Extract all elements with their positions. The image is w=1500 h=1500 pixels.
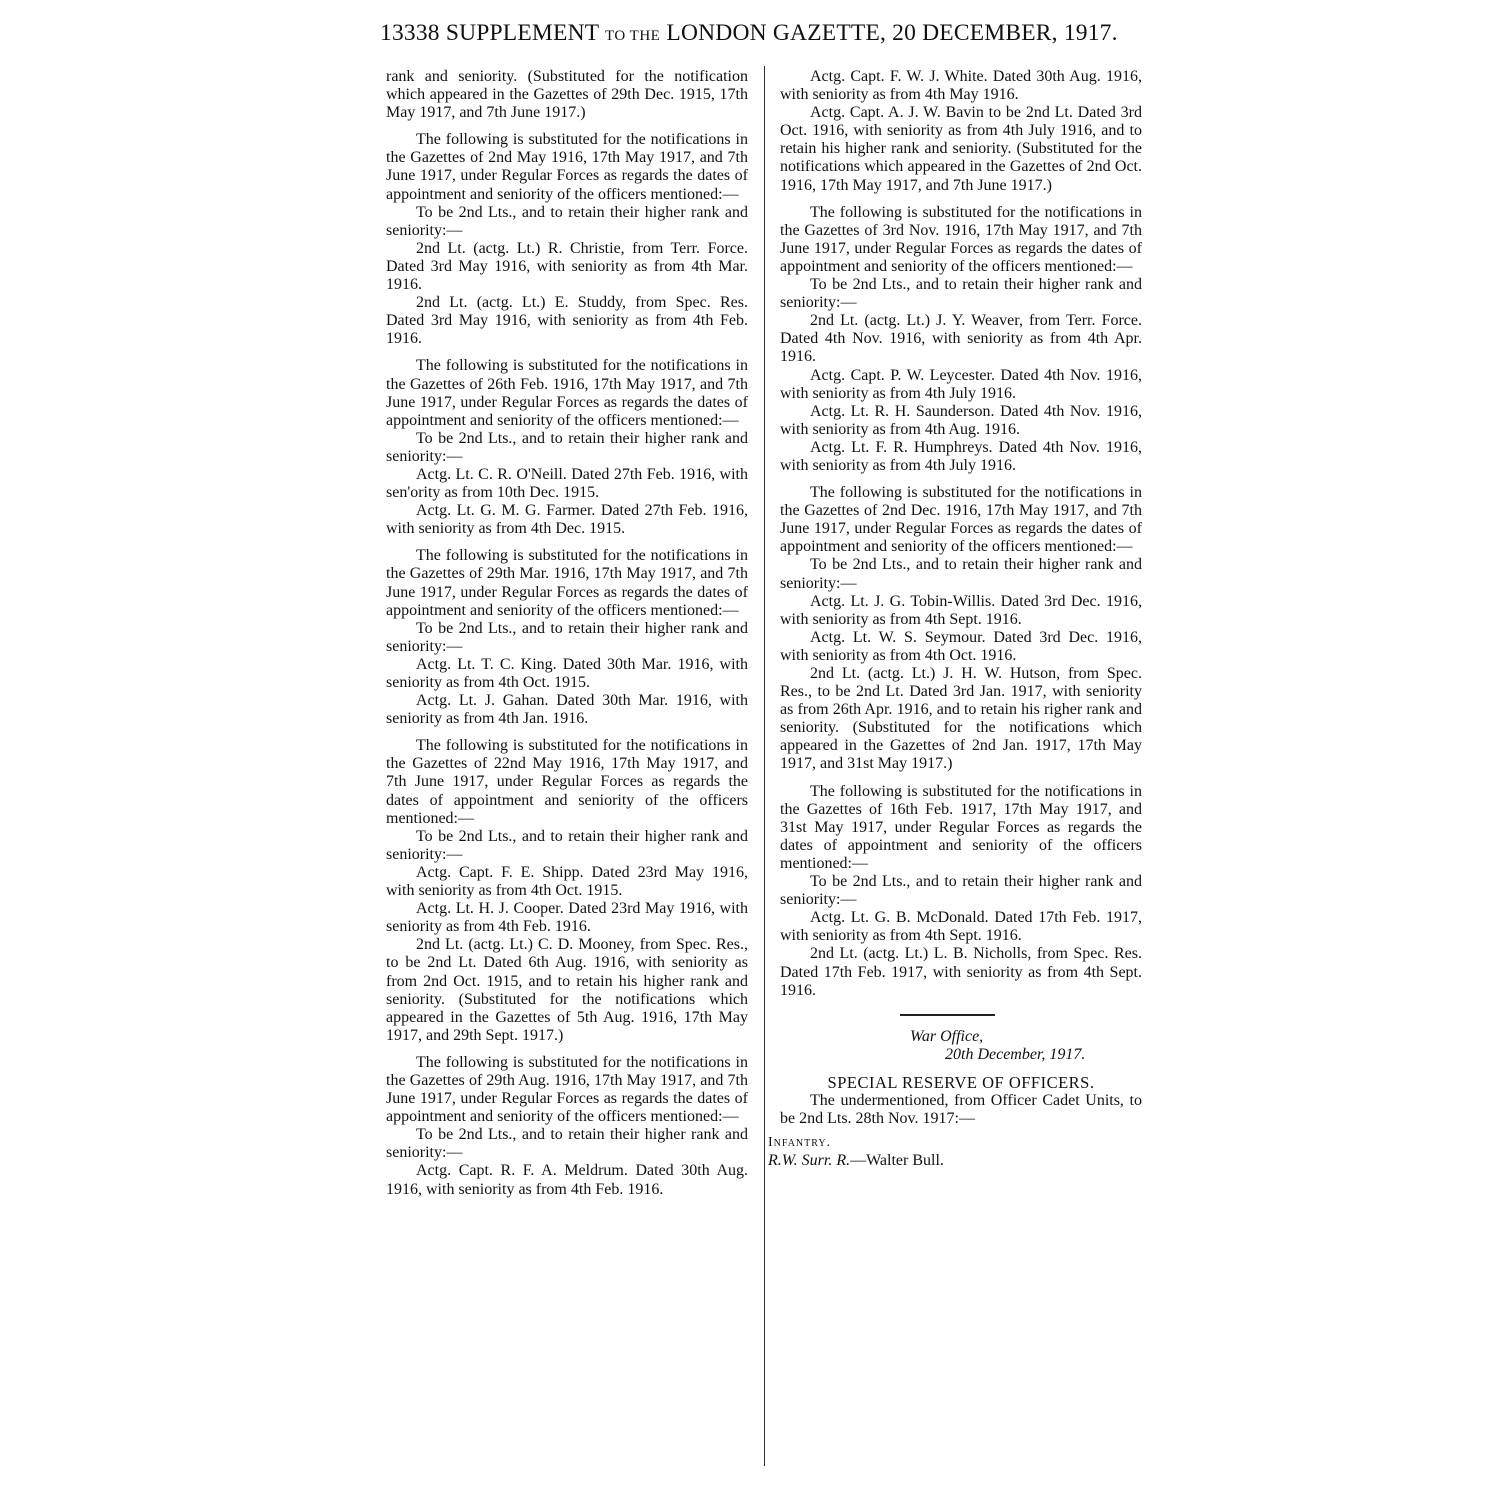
signoff-office: War Office, — [910, 1027, 984, 1045]
paragraph: The following is substituted for the notifications in the Gazettes of 26th Feb. 1916, 17th May 1917, and 7th June 1917, under Regular Forces as regards the dates of appointment and seniority of the officers mentioned:— — [386, 357, 748, 429]
paragraph: The following is substituted for the notifications in the Gazettes of 2nd May 1916, 17th May 1917, and 7th June 1917, under Regular Forces as regards the dates of appointment and seniority of the officers mentioned:— — [386, 131, 748, 203]
paragraph: Actg. Lt. J. G. Tobin-Willis. Dated 3rd Dec. 1916, with seniority as from 4th Sept. 1916. — [780, 592, 1142, 628]
paragraph: Actg. Capt. F. W. J. White. Dated 30th Aug. 1916, with seniority as from 4th May 1916. — [780, 68, 1142, 104]
paragraph: To be 2nd Lts., and to retain their higher rank and seniority:— — [780, 873, 1142, 909]
section-heading: SPECIAL RESERVE OF OFFICERS. — [827, 1072, 1095, 1092]
paragraph: Actg. Lt. J. Gahan. Dated 30th Mar. 1916, with seniority as from 4th Jan. 1916. — [386, 692, 748, 728]
paragraph: Actg. Lt. T. C. King. Dated 30th Mar. 1916, with seniority as from 4th Oct. 1915. — [386, 655, 748, 691]
paragraph: Actg. Lt. G. B. McDonald. Dated 17th Feb. 1917, with seniority as from 4th Sept. 1916. — [780, 909, 1142, 945]
branch-heading: Infantry. — [768, 1135, 832, 1151]
paragraph: To be 2nd Lts., and to retain their higher rank and seniority:— — [386, 827, 748, 863]
paragraph: The following is substituted for the notifications in the Gazettes of 22nd May 1916, 17th May 1917, and 7th June 1917, under Regular Forces as regards the dates of appointment and seniority of the officers mentioned:— — [386, 737, 748, 827]
paragraph: To be 2nd Lts., and to retain their higher rank and seniority:— — [780, 556, 1142, 592]
paragraph: 2nd Lt. (actg. Lt.) C. D. Mooney, from Spec. Res., to be 2nd Lt. Dated 6th Aug. 1916, with seniority as from 2nd Oct. 1915, and to retain his higher rank and seniority. (Substituted for the notifications which appeared in the Gazettes of 5th Aug. 1916, 17th May 1917, and 29th Sept. 1917.) — [386, 936, 748, 1044]
gazette-title-to-the: TO THE — [604, 28, 661, 44]
paragraph: Actg. Lt. H. J. Cooper. Dated 23rd May 1916, with seniority as from 4th Feb. 1916. — [386, 900, 748, 936]
signoff-date: 20th December, 1917. — [945, 1045, 1086, 1063]
gazette-title-part1: SUPPLEMENT — [445, 20, 599, 46]
paragraph: Actg. Lt. C. R. O'Neill. Dated 27th Feb. 1916, with sen'ority as from 10th Dec. 1915. — [386, 465, 748, 502]
section-intro: The undermentioned, from Officer Cadet Units, to be 2nd Lts. 28th Nov. 1917:— — [780, 1091, 1142, 1128]
section-separator — [900, 1014, 995, 1016]
paragraph: rank and seniority. (Substituted for the notification which appeared in the Gazettes of 29th Dec. 1915, 17th May 1917, and 7th June 1917.) — [386, 68, 748, 122]
paragraph: Actg. Capt. P. W. Leycester. Dated 4th Nov. 1916, with seniority as from 4th July 1916. — [780, 366, 1142, 402]
paragraph: To be 2nd Lts., and to retain their higher rank and seniority:— — [780, 276, 1142, 312]
paragraph: The following is substituted for the notifications in the Gazettes of 29th Mar. 1916, 17th May 1917, and 7th June 1917, under Regular Forces as regards the dates of appointment and seniority of the officers mentioned:— — [386, 547, 748, 619]
right-column — [768, 68, 1142, 1170]
paragraph: Actg. Capt. R. F. A. Meldrum. Dated 30th Aug. 1916, with seniority as from 4th Feb. 1916. — [386, 1162, 748, 1198]
paragraph: To be 2nd Lts., and to retain their higher rank and seniority:— — [386, 619, 748, 655]
gazette-title-part2: LONDON GAZETTE, 20 DECEMBER, 1917. — [666, 20, 1118, 46]
signoff — [780, 1028, 1142, 1064]
paragraph: Actg. Lt. G. M. G. Farmer. Dated 27th Feb. 1916, with seniority as from 4th Dec. 1915. — [386, 502, 748, 538]
paragraph: Actg. Capt. A. J. W. Bavin to be 2nd Lt. Dated 3rd Oct. 1916, with seniority as from 4th July 1916, and to retain his higher rank and seniority. (Substituted for the notifications which appeared in the Gazettes of 2nd Oct. 1916, 17th May 1917, and 7th June 1917.) — [780, 104, 1142, 194]
appointment-entry — [768, 1152, 1142, 1170]
paragraph: Actg. Lt. R. H. Saunderson. Dated 4th Nov. 1916, with seniority as from 4th Aug. 1916. — [780, 402, 1142, 438]
paragraph: 2nd Lt. (actg. Lt.) E. Studdy, from Spec. Res. Dated 3rd May 1916, with seniority as from 4th Feb. 1916. — [386, 294, 748, 348]
paragraph: Actg. Capt. F. E. Shipp. Dated 23rd May 1916, with seniority as from 4th Oct. 1915. — [386, 863, 748, 900]
officer-name: —Walter Bull. — [850, 1152, 944, 1170]
paragraph: 2nd Lt. (actg. Lt.) R. Christie, from Terr. Force. Dated 3rd May 1916, with seniority as from 4th Mar. 1916. — [386, 239, 748, 294]
paragraph: To be 2nd Lts., and to retain their higher rank and seniority:— — [386, 1126, 748, 1162]
left-column — [386, 68, 748, 1199]
paragraph: To be 2nd Lts., and to retain their higher rank and seniority:— — [386, 429, 748, 465]
paragraph: To be 2nd Lts., and to retain their higher rank and seniority:— — [386, 203, 748, 239]
paragraph: The following is substituted for the notifications in the Gazettes of 3rd Nov. 1916, 17th May 1917, and 7th June 1917, under Regular Forces as regards the dates of appointment and seniority of the officers mentioned:— — [780, 203, 1142, 275]
column-divider — [764, 66, 765, 1466]
page-header — [380, 20, 1150, 47]
paragraph: The following is substituted for the notifications in the Gazettes of 29th Aug. 1916, 17th May 1917, and 7th June 1917, under Regular Forces as regards the dates of appointment and seniority of the officers mentioned:— — [386, 1053, 748, 1126]
paragraph: The following is substituted for the notifications in the Gazettes of 16th Feb. 1917, 17th May 1917, and 31st May 1917, under Regular Forces as regards the dates of appointment and seniority of the officers mentioned:— — [780, 782, 1142, 872]
paragraph: Actg. Lt. W. S. Seymour. Dated 3rd Dec. 1916, with seniority as from 4th Oct. 1916. — [780, 628, 1142, 664]
paragraph: The following is substituted for the notifications in the Gazettes of 2nd Dec. 1916, 17th May 1917, and 7th June 1917, under Regular Forces as regards the dates of appointment and seniority of the officers mentioned:— — [780, 484, 1142, 556]
paragraph: Actg. Lt. F. R. Humphreys. Dated 4th Nov. 1916, with seniority as from 4th July 1916. — [780, 438, 1142, 474]
paragraph: 2nd Lt. (actg. Lt.) J. Y. Weaver, from Terr. Force. Dated 4th Nov. 1916, with seniority as from 4th Apr. 1916. — [780, 312, 1142, 366]
regiment-name: R.W. Surr. R. — [768, 1152, 851, 1170]
paragraph: 2nd Lt. (actg. Lt.) J. H. W. Hutson, from Spec. Res., to be 2nd Lt. Dated 3rd Jan. 1917, with seniority as from 26th Apr. 1916, and to retain his righer rank and seniority. (Substituted for the notifications which appeared in the Gazettes of 2nd Jan. 1917, 17th May 1917, and 31st May 1917.) — [780, 665, 1142, 773]
page-number: 13338 — [380, 20, 440, 46]
paragraph: 2nd Lt. (actg. Lt.) L. B. Nicholls, from Spec. Res. Dated 17th Feb. 1917, with seniority as from 4th Sept. 1916. — [780, 945, 1142, 999]
